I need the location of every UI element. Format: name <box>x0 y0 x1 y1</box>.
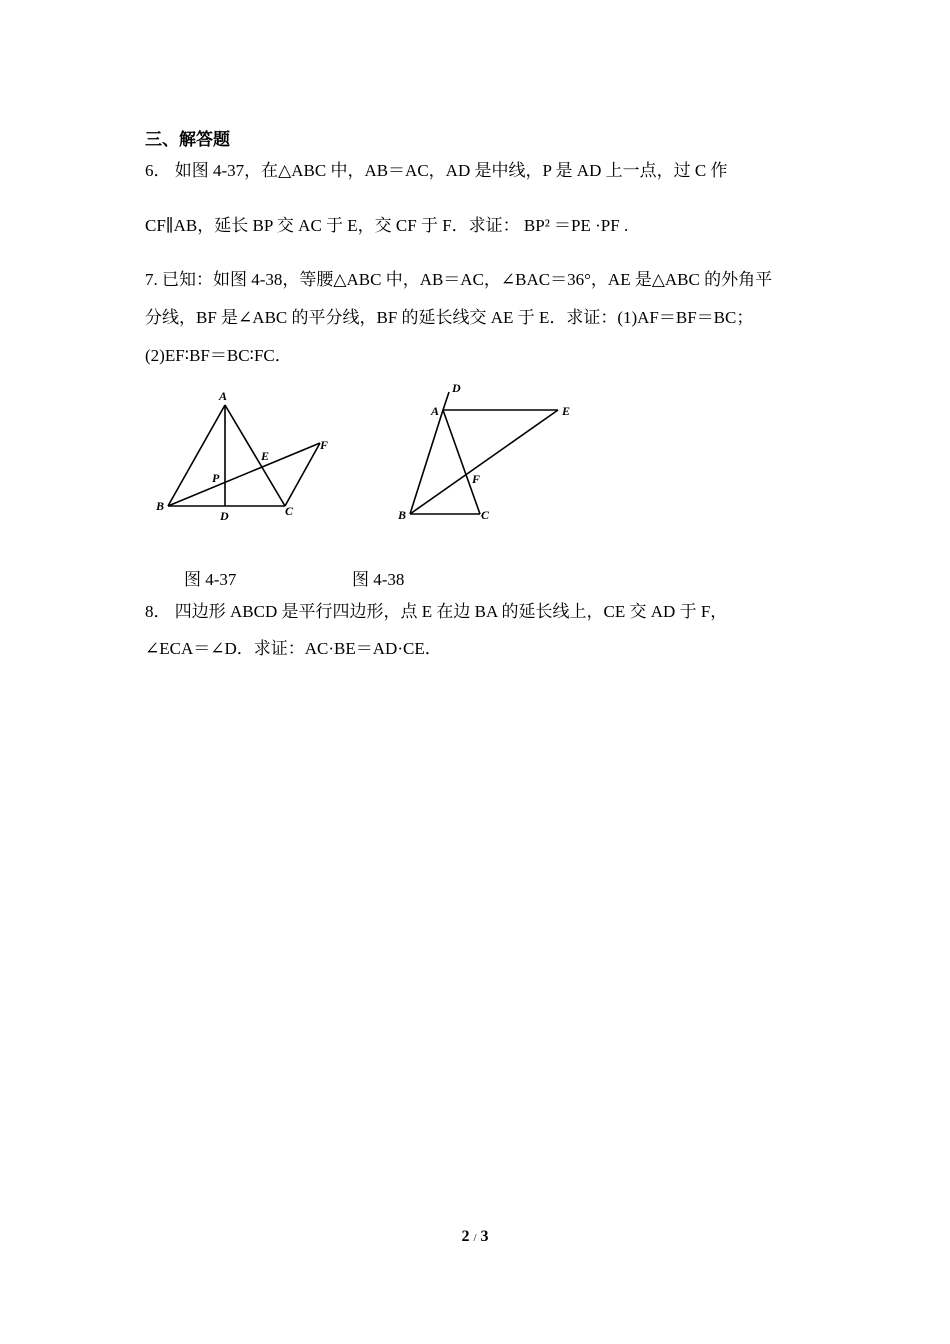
problem-8-line-1: 8． 四边形 ABCD 是平行四边形，点 E 在边 BA 的延长线上，CE 交 AD 于 F， <box>145 602 728 621</box>
label-p: P <box>212 471 220 485</box>
label-d: D <box>452 381 461 395</box>
page-number: 2 <box>461 1228 470 1245</box>
label-b: B <box>156 499 165 513</box>
page-separator: / <box>473 1232 477 1244</box>
segment-ad <box>443 392 449 410</box>
label-f: F <box>320 438 329 452</box>
segment-ab <box>168 405 225 506</box>
label-a: A <box>431 404 440 418</box>
figure-4-37 <box>150 385 350 530</box>
figure-4-38 <box>390 375 590 530</box>
label-f: F <box>472 472 481 486</box>
label-c: C <box>481 508 490 522</box>
problem-7-line-2: 分线，BF 是∠ABC 的平分线，BF 的延长线交 AE 于 E．求证：(1)AF＝BF＝BC； <box>145 308 754 327</box>
segment-ab <box>410 410 443 514</box>
label-b: B <box>398 508 407 522</box>
label-c: C <box>285 504 294 518</box>
segment-ac <box>443 410 480 514</box>
problem-7-line-1: 7. 已知：如图 4-38，等腰△ABC 中，AB＝AC，∠BAC＝36°，AE 是△ABC 的外角平 <box>145 270 773 289</box>
problem-8-line-2: ∠ECA＝∠D．求证：AC·BE＝AD·CE． <box>145 639 442 658</box>
problem-6-line-1: 6． 如图 4-37，在△ABC 中，AB＝AC，AD 是中线，P 是 AD 上一点，过 C 作 <box>145 161 728 180</box>
segment-be <box>410 410 558 514</box>
section-title: 三、解答题 <box>145 130 230 150</box>
segment-bf <box>168 443 320 506</box>
label-e: E <box>261 449 270 463</box>
segment-ac <box>225 405 285 506</box>
label-a: A <box>219 389 228 403</box>
caption-4-38: 图 4-38 <box>352 570 405 589</box>
page-footer <box>0 1228 950 1246</box>
segment-cf <box>285 443 320 506</box>
caption-4-37: 图 4-37 <box>184 570 237 589</box>
problem-6-line-2: CF∥AB，延长 BP 交 AC 于 E，交 CF 于 F．求证： BP² ＝PE ·PF . <box>145 216 629 235</box>
problem-7-line-3: (2)EF∶BF＝BC∶FC． <box>145 346 292 365</box>
label-e: E <box>562 404 571 418</box>
label-d: D <box>220 509 229 523</box>
page-total: 3 <box>480 1228 489 1245</box>
